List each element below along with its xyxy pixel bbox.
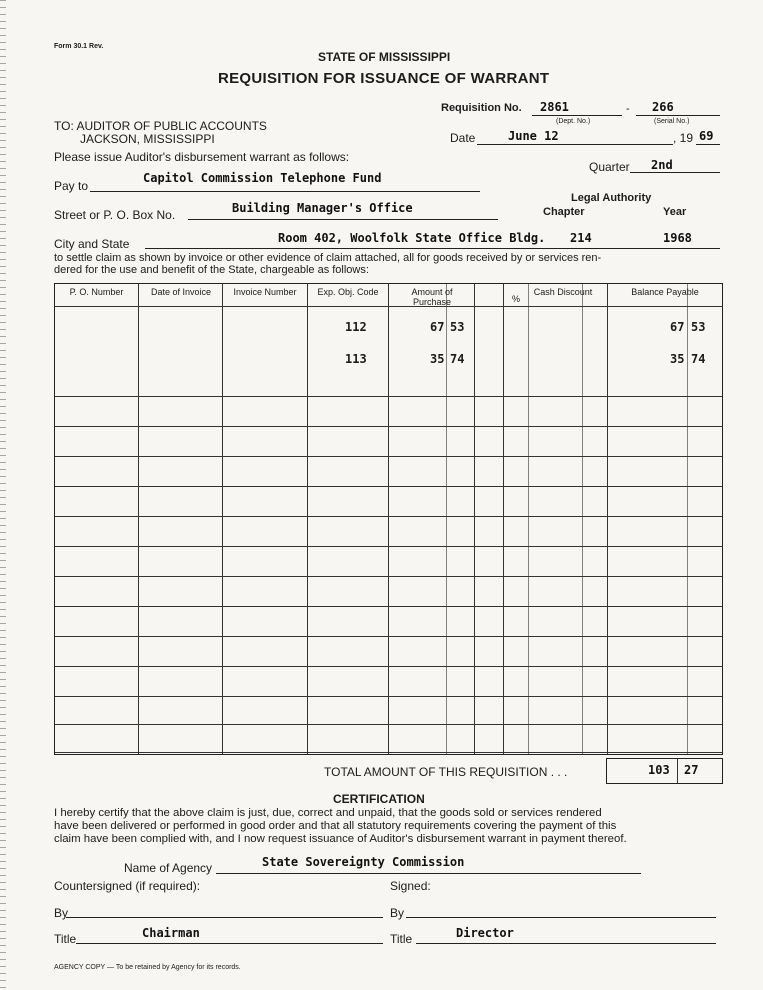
serial-no-line [636,115,720,116]
street-value[interactable]: Building Manager's Office [232,201,413,215]
title-line-right [416,943,716,944]
row-1-amount-cents[interactable]: 53 [450,320,465,334]
chapter-value[interactable]: 214 [570,231,592,245]
col-divider [222,284,223,754]
city-value[interactable]: Room 402, Woolfolk State Office Bldg. [278,231,546,245]
row-1-exp-code[interactable]: 112 [345,320,367,334]
cents-divider [582,284,583,754]
row-line [55,576,722,577]
row-line [55,486,722,487]
header-divider [55,306,722,307]
row-2-balance-dollars[interactable]: 35 [670,352,685,366]
title-label-left: Title [54,932,77,946]
row-line [55,426,722,427]
pay-to-value[interactable]: Capitol Commission Telephone Fund [143,171,382,185]
col-divider [474,284,475,754]
serial-no-caption: (Serial No.) [654,118,690,125]
state-heading: STATE OF MISSISSIPPI [318,50,451,64]
right-title-value[interactable]: Director [456,926,514,940]
header-exp-code: Exp. Obj. Code [317,287,379,297]
total-cents-divider [677,759,678,783]
certification-heading: CERTIFICATION [333,792,425,806]
agency-value[interactable]: State Sovereignty Commission [262,855,465,869]
quarter-value[interactable]: 2nd [651,158,673,172]
year-heading: Year [663,206,687,218]
row-1-balance-cents[interactable]: 53 [691,320,706,334]
by-label-left: By [54,906,69,920]
dept-no-line [532,115,622,116]
row-1-balance-dollars[interactable]: 67 [670,320,685,334]
row-2-balance-cents[interactable]: 74 [691,352,706,366]
header-po: P. O. Number [69,287,124,297]
certification-line-2: have been delivered or performed in good order and that all statutory requirements covering the payment of this [54,820,617,832]
city-label: City and State [54,237,130,251]
agency-copy-footer: AGENCY COPY — To be retained by Agency for its records. [54,964,241,971]
street-label: Street or P. O. Box No. [54,208,176,222]
countersigned-label: Countersigned (if required): [54,879,201,893]
year-prefix: , 19 [673,131,694,145]
to-line-2: JACKSON, MISSISSIPPI [80,132,215,146]
year-value[interactable]: 69 [699,129,714,143]
date-line [477,144,673,145]
col-divider [388,284,389,754]
row-line [55,606,722,607]
year-line [696,144,720,145]
agency-label: Name of Agency [124,861,213,875]
left-title-value[interactable]: Chairman [142,926,200,940]
margin-tick-marks [0,0,6,990]
row-line [55,724,722,725]
row-line [55,636,722,637]
charge-table [54,283,723,755]
dept-no-caption: (Dept. No.) [556,118,591,125]
signed-label: Signed: [390,879,431,893]
header-date: Date of Invoice [150,287,212,297]
requisition-label: Requisition No. [441,102,522,114]
row-line [55,456,722,457]
total-label: TOTAL AMOUNT OF THIS REQUISITION . . . [324,765,568,779]
cents-divider [446,284,447,754]
row-line [55,752,722,753]
instruction-text: Please issue Auditor's disbursement warrant as follows: [54,150,350,164]
col-divider [503,284,504,754]
dash: - [626,103,630,115]
quarter-line [630,172,720,173]
col-divider [307,284,308,754]
street-line [188,219,498,220]
settle-text-2: dered for the use and benefit of the State, chargeable as follows: [54,264,369,276]
chapter-heading: Chapter [543,206,585,218]
row-2-amount-cents[interactable]: 74 [450,352,465,366]
serial-no-value[interactable]: 266 [652,100,674,114]
pay-to-label: Pay to [54,179,89,193]
title-label-right: Title [390,932,413,946]
row-2-amount-dollars[interactable]: 35 [430,352,445,366]
date-value[interactable]: June 12 [508,129,559,143]
row-line [55,696,722,697]
row-line [55,666,722,667]
quarter-label: Quarter [589,160,630,174]
cents-divider [687,284,688,754]
row-1-amount-dollars[interactable]: 67 [430,320,445,334]
date-label: Date [450,131,476,145]
agency-line [216,873,641,874]
settle-text-1: to settle claim as shown by invoice or other evidence of claim attached, all for goods received by or services ren- [54,252,602,264]
by-label-right: By [390,906,405,920]
form-title: REQUISITION FOR ISSUANCE OF WARRANT [218,70,550,87]
dept-no-value[interactable]: 2861 [540,100,569,114]
col-divider [607,284,608,754]
authority-year-value[interactable]: 1968 [663,231,692,245]
header-invoice: Invoice Number [233,287,297,297]
col-divider [138,284,139,754]
to-line-1: TO: AUDITOR OF PUBLIC ACCOUNTS [54,119,267,133]
header-balance: Balance Payable [631,287,699,297]
form-number: Form 30.1 Rev. [54,43,104,50]
certification-line-1: I hereby certify that the above claim is just, due, correct and unpaid, that the goods sold or services rendered [54,807,602,819]
row-line [55,396,722,397]
pay-to-line [90,191,480,192]
row-2-exp-code[interactable]: 113 [345,352,367,366]
title-line-left [76,943,383,944]
city-line [145,248,720,249]
header-cash-discount: Cash Discount [533,287,593,297]
header-percent: % [511,294,520,304]
certification-line-3: claim have been complied with, and I now request issuance of Auditor's disbursement warrant in payment thereof. [54,833,627,845]
header-amount: Amount of Purchase [411,287,453,307]
by-line-right[interactable] [406,917,716,918]
row-line [55,516,722,517]
total-dollars[interactable]: 103 [648,763,670,777]
total-cents[interactable]: 27 [684,763,699,777]
by-line-left[interactable] [66,917,383,918]
col-divider [528,284,529,754]
legal-authority-heading: Legal Authority [571,192,652,204]
row-line [55,546,722,547]
